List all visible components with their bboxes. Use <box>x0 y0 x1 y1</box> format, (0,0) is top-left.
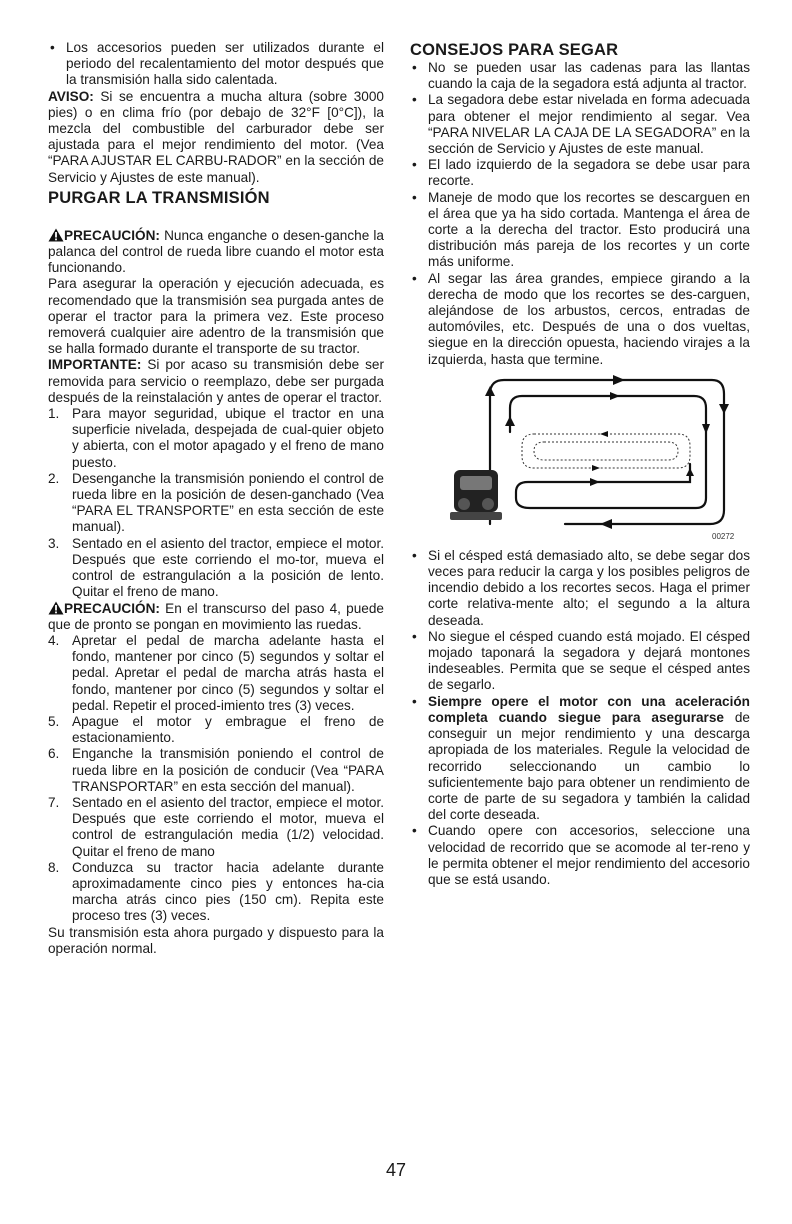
step-item <box>48 471 384 536</box>
step-text: Sentado en el asiento del tractor, empiece el motor. Después que este corriendo el motor, mueva el control de estrangulación media (1/2) velocidad. Quitar el freno de mano <box>72 794 384 859</box>
step-text: Sentado en el asiento del tractor, empiece el motor. Después que este corriendo el mo-tor, mueva el control de estrangulación a la posición de lento. Quitar el freno de mano. <box>72 535 384 600</box>
intro-bullet: • Los accesorios pueden ser utilizados durante el periodo del recalentamiento del motor después que la transmisión halla sido calentada. <box>48 40 384 89</box>
warning-triangle-icon <box>48 601 64 615</box>
caution-1-label: PRECAUCIÓN: <box>64 227 160 243</box>
aviso-text: Si se encuentra a mucha altura (sobre 3000 pies) o en clima frío (por debajo de 32°F [0°C]), la mezcla del combustible del carburador debe ser ajustada para el mejor rendimiento del motor. (Vea “PARA AJUSTAR EL CARBU-RADOR” en la sección de Servicio y Ajustes de este manual). <box>48 88 384 185</box>
step-text: Conduzca su tractor hacia adelante durante aproximadamente cinco pies y entonces ha-cia marcha atrás cinco pies (150 cm). Repita este proceso tres (3) veces. <box>72 859 384 924</box>
step-number: 2. <box>48 470 60 486</box>
step-item <box>48 860 384 925</box>
step-text: Desenganche la transmisión poniendo el control de rueda libre en la posición de desen-ganchado (Vea “PARA EL TRANSPORTE” en esta sección de este manual). <box>72 470 384 535</box>
purge-paragraph: Para asegurar la operación y ejecución adecuada, es recomendado que la transmisión sea purgada antes de operar el tractor para la primera vez. Este proceso removerá cualquier aire adentro de la transmisión que se halla formado durante el transporte de su tractor. <box>48 276 384 357</box>
arrow-right-icon <box>610 392 620 400</box>
step-text: Apague el motor y embrague el freno de estacionamiento. <box>72 713 384 746</box>
page-number: 47 <box>385 1160 407 1180</box>
tip-bullet: • La segadora debe estar nivelada en forma adecuada para obtener el mejor rendimiento al segar. Vea “PARA NIVELAR LA CAJA DE LA SEGADORA” en la sección de Servicio y Ajustes de este manual. <box>410 92 750 157</box>
tractor-icon <box>450 470 502 520</box>
arrow-left-icon <box>600 519 612 529</box>
arrow-right-icon <box>592 465 600 471</box>
aviso-paragraph <box>48 89 384 186</box>
step-text: Para mayor seguridad, ubique el tractor en una superficie nivelada, despejada de cual-quier objeto y abierta, con el motor apagado y el freno de mano puesto. <box>72 406 384 470</box>
tip-bullet-bold <box>410 694 750 824</box>
outer-path <box>490 380 724 524</box>
step-item <box>48 746 384 795</box>
second-path <box>510 396 706 508</box>
mowing-tips-heading: CONSEJOS PARA SEGAR <box>410 41 619 59</box>
caution-2-paragraph <box>48 601 384 633</box>
step-item <box>48 795 384 860</box>
arrow-up-icon <box>485 386 495 396</box>
step-item <box>48 633 384 714</box>
arrow-down-icon <box>719 404 729 414</box>
arrow-down-icon <box>702 424 710 434</box>
right-column <box>410 40 750 888</box>
arrow-right-icon <box>613 375 625 385</box>
tip-bullet: • Maneje de modo que los recortes se descarguen en el área que ya ha sido cortada. Mantenga el área de corte a la derecha del tractor. Esto producirá una distribución más pareja de los recortes y un corte más uniforme. <box>410 190 750 271</box>
step-number: 4. <box>48 632 60 648</box>
arrow-up-icon <box>686 468 694 476</box>
warning-triangle-icon <box>48 228 64 242</box>
step-item <box>48 536 384 601</box>
step-text: Apretar el pedal de marcha adelante hasta el fondo, mantener por cinco (5) segundos y soltar el pedal. Apretar el pedal de marcha atrás hasta el fondo, mantener por cinco (5) segundos y soltar el pedal. Repetir el proced-imiento tres (3) veces. <box>72 632 384 713</box>
bold-tip-text: de conseguir un mejor rendimiento y una descarga apropiada de los materiales. Regule la velocidad de recorrido seleccionando un cambio lo suficientemente bajo para obtener un rendimiento de corte de parte de su segadora y también la calidad del corte deseada. <box>428 709 750 823</box>
tip-bullet: • Si el césped está demasiado alto, se debe segar dos veces para reducir la carga y los posibles peligros de incendio debido a los recortes secos. Haga el primer corte relativa-mente alto; el segundo a la altura deseada. <box>410 548 750 629</box>
closing-paragraph: Su transmisión esta ahora purgado y dispuesto para la operación normal. <box>48 924 384 956</box>
inner-loop <box>522 434 690 468</box>
aviso-label: AVISO: <box>48 88 94 104</box>
step-item <box>48 406 384 471</box>
step-number: 1. <box>48 406 60 422</box>
caution-2-text: En el transcurso del paso 4, puede que de pronto se pongan en movimiento las ruedas. <box>48 600 384 632</box>
arrow-right-icon <box>590 478 600 486</box>
importante-text: Si por acaso su transmisión debe ser removida para servicio o reemplazo, debe ser purgada después de la reinstalación y antes de operar el tractor. <box>48 357 384 405</box>
step-number: 3. <box>48 535 60 551</box>
importante-paragraph <box>48 357 384 406</box>
left-column <box>48 40 384 957</box>
bold-tip-lead: Siempre opere el motor con una aceleración completa cuando siegue para asegurarse <box>428 693 750 725</box>
figure-code: 00272 <box>712 531 735 541</box>
caution-2-label: PRECAUCIÓN: <box>64 600 160 616</box>
tip-bullet: • No se pueden usar las cadenas para las llantas cuando la caja de la segadora está adjunta al tractor. <box>410 60 750 92</box>
tip-bullet: • Al segar las área grandes, empiece girando a la derecha de modo que los recortes se des-carguen, alejándose de los arbustos, cercos, entradas de automóviles, etc. Después de una o dos vueltas, siegue en la dirección opuesta, haciendo virajes a la izquierda, hasta que termine. <box>410 271 750 368</box>
caution-1-paragraph <box>48 228 384 277</box>
tip-bullet: • No siegue el césped cuando está mojado. El césped mojado taponará la segadora y dejará montones indeseables. Permita que se seque el césped antes de segarlo. <box>410 629 750 694</box>
importante-label: IMPORTANTE: <box>48 357 142 373</box>
tip-bullet: • Cuando opere con accesorios, seleccione una velocidad de recorrido que se acomode al ter-reno y le permita obtener el mejor rendimiento del accesorio que se está usando. <box>410 823 750 888</box>
tip-bullet: • El lado izquierdo de la segadora se debe usar para recorte. <box>410 157 750 189</box>
step-number: 8. <box>48 859 60 875</box>
step-number: 6. <box>48 746 60 762</box>
step-text: Enganche la transmisión poniendo el control de rueda libre en la posición de conducir (Vea “PARA TRANSPORTAR” en esta sección del manual). <box>72 746 384 794</box>
step-item <box>48 714 384 746</box>
step-number: 7. <box>48 794 60 810</box>
arrow-left-icon <box>600 431 608 437</box>
middle-loop <box>534 442 678 460</box>
mowing-pattern-diagram <box>450 372 735 542</box>
step-number: 5. <box>48 713 60 729</box>
purge-heading: PURGAR LA TRANSMISIÓN <box>48 188 270 207</box>
caution-1-text: Nunca enganche o desen-ganche la palanca del control de rueda libre cuando el motor esta funcionando. <box>48 227 384 276</box>
arrow-up-icon <box>505 416 515 426</box>
